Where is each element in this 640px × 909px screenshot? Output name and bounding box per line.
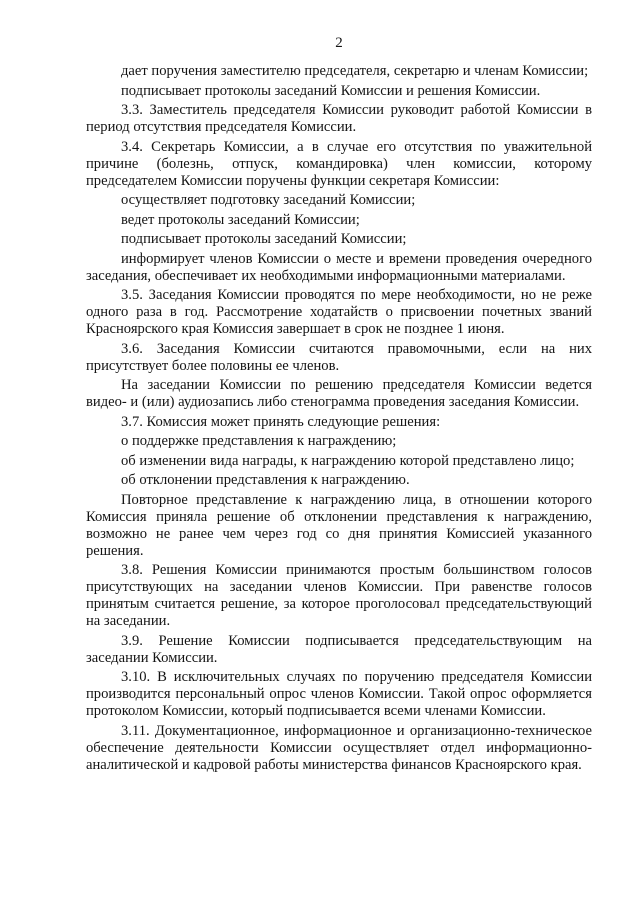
document-body (86, 63, 592, 774)
paragraph: подписывает протоколы заседаний Комиссии и решения Комиссии. (121, 82, 541, 99)
paragraph: осуществляет подготовку заседаний Комиссии; (121, 192, 416, 208)
paragraph: Повторное представление к награждению лица, в отношении которого Комиссия приняла решение об отклонении представления к награждению, возможно не ранее чем через год со дня принятия Комиссией указанного решения. (86, 491, 592, 559)
paragraph: 3.6. Заседания Комиссии считаются правомочными, если на них присутствует более половины ее членов. (86, 340, 592, 374)
page-number: 2 (335, 35, 343, 51)
paragraph: информирует членов Комиссии о месте и времени проведения очередного заседания, обеспечивает их необходимыми информационными материалами. (86, 250, 592, 284)
paragraph: 3.5. Заседания Комиссии проводятся по мере необходимости, но не реже одного раза в год. Рассмотрение ходатайств о присвоении почетных званий Красноярского края Комиссия завершает в срок не позднее 1 июня. (86, 287, 592, 337)
paragraph: 3.8. Решения Комиссии принимаются простым большинством голосов присутствующих на заседании членов Комиссии. При равенстве голосов принятым считается решение, за которое проголосовал председательствующий на заседании. (86, 562, 592, 629)
paragraph: об отклонении представления к награждению. (121, 472, 410, 488)
paragraph: 3.3. Заместитель председателя Комиссии руководит работой Комиссии в период отсутствия председателя Комиссии. (86, 102, 592, 135)
paragraph: 3.7. Комиссия может принять следующие решения: (121, 413, 441, 430)
paragraph: 3.9. Решение Комиссии подписывается председательствующим на заседании Комиссии. (86, 632, 592, 666)
paragraph: На заседании Комиссии по решению председателя Комиссии ведется видео- и (или) аудиозапись либо стенограмма проведения заседания Комиссии. (86, 377, 592, 410)
paragraph: ведет протоколы заседаний Комиссии; (121, 211, 360, 228)
paragraph: 3.11. Документационное, информационное и организационно-техническое обеспечение деятельности Комиссии осуществляет отдел информационно-аналитической и кадровой работы министерства финансов Красноярского края. (86, 722, 592, 773)
paragraph: 3.10. В исключительных случаях по поручению председателя Комиссии производится персональный опрос членов Комиссии. Такой опрос оформляется протоколом Комиссии, который подписывается всеми членами Комиссии. (86, 669, 592, 719)
paragraph: о поддержке представления к награждению; (121, 433, 397, 449)
paragraph: 3.4. Секретарь Комиссии, а в случае его отсутствия по уважительной причине (болезнь, отпуск, командировка) член комиссии, которому председателем Комиссии поручены функции секретаря Комиссии: (86, 138, 592, 189)
paragraph: подписывает протоколы заседаний Комиссии; (121, 231, 407, 247)
paragraph: дает поручения заместителю председателя, секретарю и членам Комиссии; (121, 63, 589, 79)
paragraph: об изменении вида награды, к награждению которой представлено лицо; (121, 452, 575, 469)
